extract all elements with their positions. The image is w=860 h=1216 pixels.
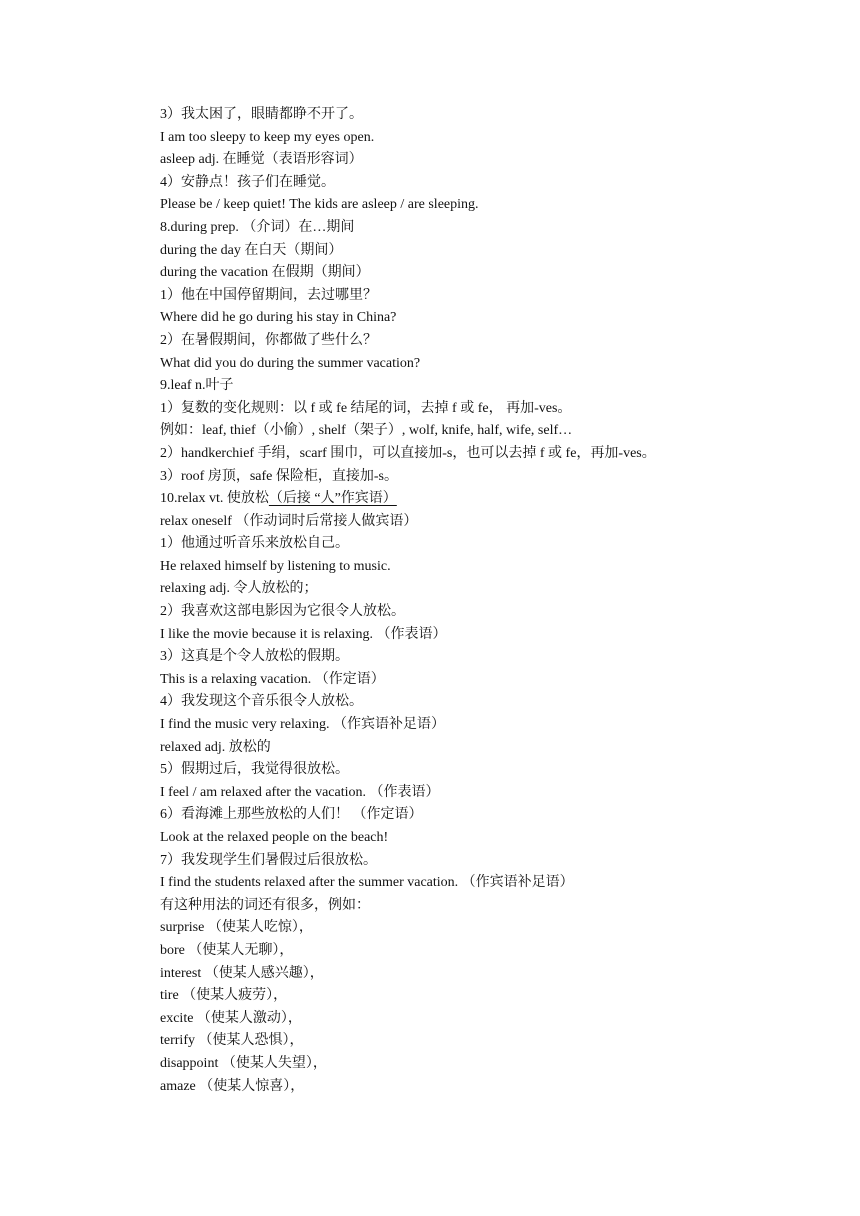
line-text: 3）这真是个令人放松的假期。	[160, 649, 349, 665]
text-line	[160, 601, 840, 624]
line-text: 7）我发现学生们暑假过后很放松。	[160, 852, 377, 868]
text-line	[160, 850, 840, 873]
line-text: Look at the relaxed people on the beach!	[160, 830, 389, 845]
line-text: 1）他在中国停留期间，去过哪里？	[160, 287, 377, 303]
text-line	[160, 804, 840, 827]
line-text: 3）roof 房顶，safe 保险柜，直接加-s。	[160, 468, 398, 484]
text-line	[160, 872, 840, 895]
line-text: relax oneself （作动词时后常接人做宾语）	[160, 513, 418, 529]
text-line	[160, 782, 840, 805]
line-text: He relaxed himself by listening to music.	[160, 558, 391, 574]
text-line	[160, 1076, 840, 1099]
line-text: 6）看海滩上那些放松的人们！ （作定语）	[160, 807, 423, 823]
text-line	[160, 533, 840, 556]
line-text: I find the music very relaxing. （作宾语补足语）	[160, 717, 446, 733]
document-body	[160, 104, 840, 1098]
text-line	[160, 240, 840, 263]
text-line	[160, 985, 840, 1008]
text-line	[160, 940, 840, 963]
line-text: relaxed adj. 放松的	[160, 739, 271, 755]
line-text: bore （使某人无聊），	[160, 942, 294, 958]
text-line	[160, 466, 840, 489]
line-text: This is a relaxing vacation. （作定语）	[160, 671, 385, 687]
line-text: I find the students relaxed after the summer vacation. （作宾语补足语）	[160, 875, 574, 891]
text-line	[160, 217, 840, 240]
text-line	[160, 398, 840, 421]
line-text: 4）安静点！孩子们在睡觉。	[160, 174, 335, 190]
line-text: 8.during prep. （介词）在…期间	[160, 219, 355, 235]
line-text: 9.leaf n.叶子	[160, 378, 234, 394]
text-line	[160, 149, 840, 172]
text-line	[160, 669, 840, 692]
line-text: asleep adj. 在睡觉（表语形容词）	[160, 152, 363, 168]
text-line	[160, 646, 840, 669]
text-line	[160, 172, 840, 195]
line-text: Please be / keep quiet! The kids are asleep / are sleeping.	[160, 197, 479, 213]
line-text: 2）在暑假期间，你都做了些什么？	[160, 332, 377, 348]
line-text: excite （使某人激动），	[160, 1010, 302, 1026]
line-text: disappoint （使某人失望），	[160, 1055, 327, 1071]
text-line	[160, 624, 840, 647]
text-line	[160, 963, 840, 986]
line-text: interest （使某人感兴趣），	[160, 965, 324, 981]
text-line	[160, 714, 840, 737]
text-line	[160, 375, 840, 398]
text-line	[160, 330, 840, 353]
text-line	[160, 511, 840, 534]
line-text: relaxing adj. 令人放松的；	[160, 581, 318, 597]
line-text: terrify （使某人恐惧），	[160, 1033, 304, 1049]
line-text: tire （使某人疲劳），	[160, 988, 288, 1004]
line-text: during the vacation 在假期（期间）	[160, 265, 370, 281]
line-text: 4）我发现这个音乐很令人放松。	[160, 694, 363, 710]
text-line	[160, 1008, 840, 1031]
line-text: 5）假期过后，我觉得很放松。	[160, 762, 349, 778]
text-line	[160, 353, 840, 376]
line-text: 3）我太困了，眼睛都睁不开了。	[160, 107, 363, 122]
text-line	[160, 262, 840, 285]
line-text: What did you do during the summer vacation?	[160, 355, 421, 371]
line-text: amaze （使某人惊喜），	[160, 1078, 305, 1094]
text-line	[160, 737, 840, 760]
line-text: I feel / am relaxed after the vacation. （作表语）	[160, 784, 440, 800]
text-line	[160, 127, 840, 150]
text-line	[160, 285, 840, 308]
line-text: I like the movie because it is relaxing. （作表语）	[160, 626, 447, 642]
line-text: 例如：leaf, thief（小偷）, shelf（架子）, wolf, knife, half, wife, self…	[160, 423, 573, 439]
text-line	[160, 1030, 840, 1053]
line-text: 2）我喜欢这部电影因为它很令人放松。	[160, 604, 405, 620]
text-line	[160, 488, 840, 511]
text-line	[160, 420, 840, 443]
line-text: 有这种用法的词还有很多，例如：	[160, 897, 370, 913]
text-line	[160, 556, 840, 579]
text-line	[160, 759, 840, 782]
text-line	[160, 443, 840, 466]
line-text: during the day 在白天（期间）	[160, 242, 343, 258]
line-text: 10.relax vt. 使放松	[160, 491, 269, 507]
text-line	[160, 307, 840, 330]
text-line	[160, 895, 840, 918]
line-text: 1）复数的变化规则：以 f 或 fe 结尾的词，去掉 f 或 fe， 再加-ves。	[160, 400, 572, 416]
line-text: Where did he go during his stay in China?	[160, 310, 397, 326]
text-line	[160, 104, 840, 127]
text-line	[160, 691, 840, 714]
line-text: 2）handkerchief 手绢，scarf 围巾，可以直接加-s，也可以去掉 f 或 fe，再加-ves。	[160, 445, 656, 461]
text-line	[160, 578, 840, 601]
text-line	[160, 1053, 840, 1076]
text-line	[160, 194, 840, 217]
text-line	[160, 917, 840, 940]
text-line	[160, 827, 840, 850]
line-text: surprise （使某人吃惊），	[160, 920, 313, 936]
line-text: I am too sleepy to keep my eyes open.	[160, 129, 375, 145]
underlined-note: （后接 “人”作宾语）	[268, 491, 397, 507]
line-text: 1）他通过听音乐来放松自己。	[160, 536, 349, 552]
